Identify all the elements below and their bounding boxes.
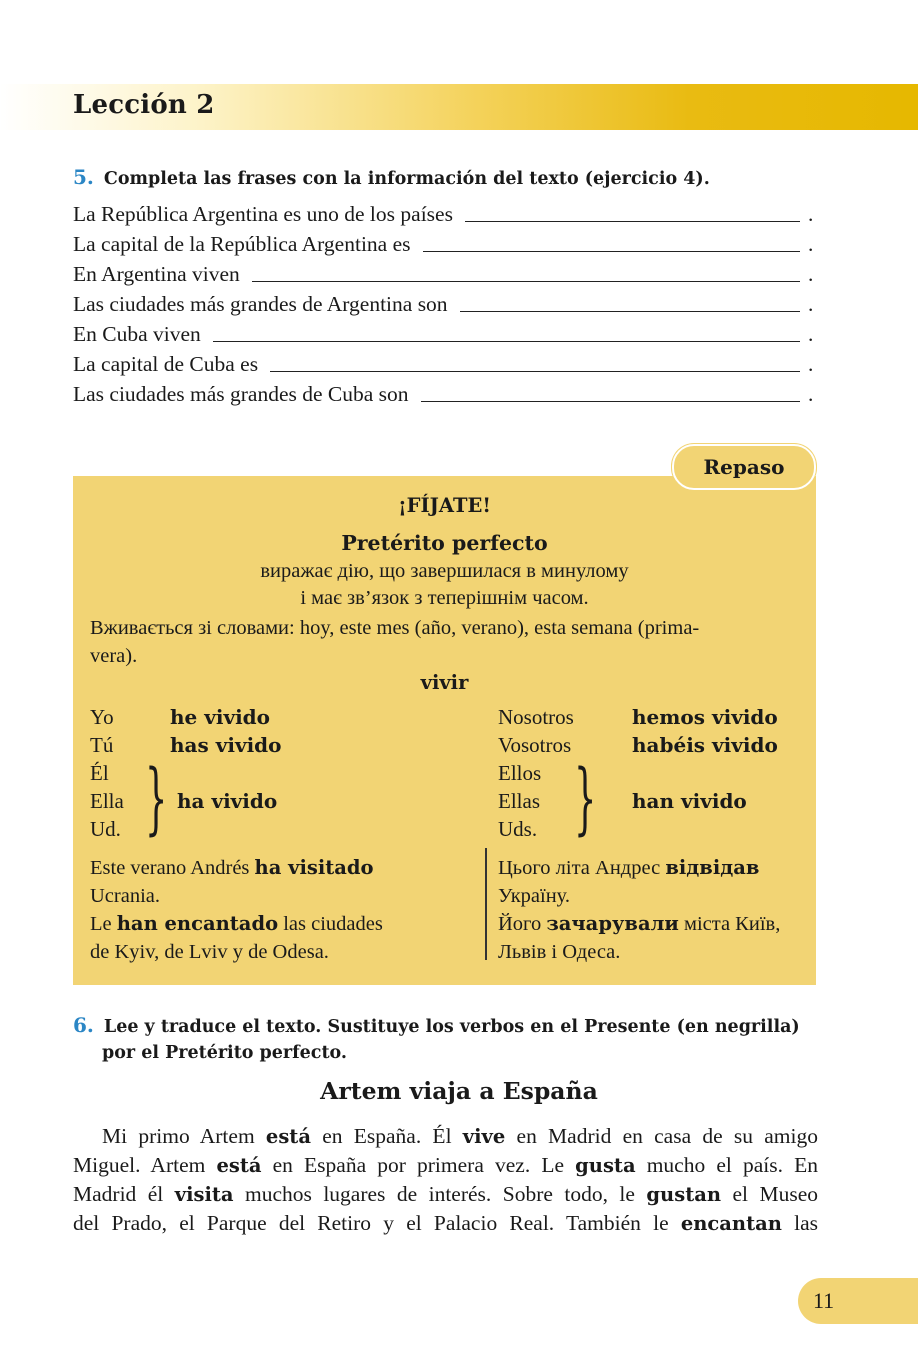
pronoun-uds: Uds. — [498, 817, 538, 841]
pronoun-yo: Yo — [90, 705, 114, 729]
grammar-review-box — [73, 476, 816, 985]
pronoun-ud: Ud. — [90, 817, 121, 841]
verb-infinitive: vivir — [420, 671, 469, 694]
answer-blank[interactable] — [270, 371, 800, 372]
form-third-singular: ha vivido — [177, 789, 278, 813]
story-line: Miguel. Artem está en España por primera vez. Le gusta mucho el país. En — [73, 1153, 818, 1177]
usage-line2: vera). — [90, 645, 138, 667]
exercise-5-sentences — [73, 198, 818, 408]
fill-sentence[interactable]: En Argentina viven . — [73, 262, 814, 286]
exercise-6-number: 6. — [73, 1013, 94, 1037]
fill-sentence[interactable]: La capital de la República Argentina es . — [73, 232, 814, 256]
exercise-5-number: 5. — [73, 165, 94, 189]
answer-blank[interactable] — [421, 401, 800, 402]
column-divider — [485, 848, 487, 960]
exercise-6-instruction-line1: Lee y traduce el texto. Sustituye los verbos en el Presente (en negrilla) — [103, 1017, 800, 1037]
tense-description-line1: виражає дію, що завершилася в минулому — [260, 560, 629, 582]
exercise-6-instruction-line2: por el Pretérito perfecto. — [102, 1043, 347, 1063]
fill-sentence[interactable]: En Cuba viven . — [73, 322, 814, 346]
answer-blank[interactable] — [460, 311, 800, 312]
form-nosotros: hemos vivido — [632, 705, 778, 729]
story-line: del Prado, el Parque del Retiro y el Palacio Real. También le encantan las — [73, 1211, 818, 1235]
usage-line1: Вживається зі словами: hoy, este mes (año, verano), esta semana (prima- — [90, 617, 700, 639]
pronoun-ella: Ella — [90, 789, 124, 813]
repaso-tab: Repaso — [672, 444, 816, 490]
lesson-title: Lección 2 — [73, 90, 215, 120]
exercise-6-heading — [73, 1012, 818, 1066]
form-tu: has vivido — [170, 733, 282, 757]
fill-sentence[interactable]: Las ciudades más grandes de Argentina son . — [73, 292, 814, 316]
form-yo: he vivido — [170, 705, 270, 729]
form-vosotros: habéis vivido — [632, 733, 778, 757]
answer-blank[interactable] — [213, 341, 800, 342]
pronoun-ellas: Ellas — [498, 789, 540, 813]
pronoun-vosotros: Vosotros — [498, 733, 572, 757]
pronoun-el: Él — [90, 761, 109, 785]
story-text — [73, 1122, 818, 1238]
brace-icon: } — [145, 754, 168, 844]
brace-icon: } — [574, 754, 597, 844]
answer-blank[interactable] — [252, 281, 800, 282]
fill-sentence[interactable]: La República Argentina es uno de los países . — [73, 202, 814, 226]
pronoun-ellos: Ellos — [498, 761, 542, 785]
page-number: 11 — [813, 1288, 835, 1313]
story-title: Artem viaja a España — [320, 1077, 598, 1105]
grammar-heading: ¡FÍJATE! — [398, 494, 491, 517]
story-line: Mi primo Artem está en España. Él vive en Madrid en casa de su amigo — [102, 1124, 818, 1148]
exercise-5-heading — [73, 164, 710, 192]
fill-sentence[interactable]: La capital de Cuba es . — [73, 352, 814, 376]
pronoun-nosotros: Nosotros — [498, 705, 574, 729]
pronoun-tu: Tú — [90, 733, 114, 757]
example-ukrainian: Цього літа Андрес відвідав Україну. Його зачарували міста Київ, Львів і Одеса. — [498, 856, 781, 963]
exercise-5-instruction: Completa las frases con la información del texto (ejercicio 4). — [103, 169, 710, 189]
answer-blank[interactable] — [465, 221, 800, 222]
form-third-plural: han vivido — [632, 789, 747, 813]
tense-description-line2: і має зв’язок з теперішнім часом. — [300, 587, 589, 609]
answer-blank[interactable] — [423, 251, 800, 252]
example-spanish: Este verano Andrés ha visitado Ucrania. Le han encantado las ciudades de Kyiv, de Lviv y de Odesa. — [90, 856, 383, 963]
story-line: Madrid él visita muchos lugares de interés. Sobre todo, le gustan el Museo — [73, 1182, 818, 1206]
fill-sentence[interactable]: Las ciudades más grandes de Cuba son . — [73, 382, 814, 406]
tense-name: Pretérito perfecto — [341, 531, 548, 555]
